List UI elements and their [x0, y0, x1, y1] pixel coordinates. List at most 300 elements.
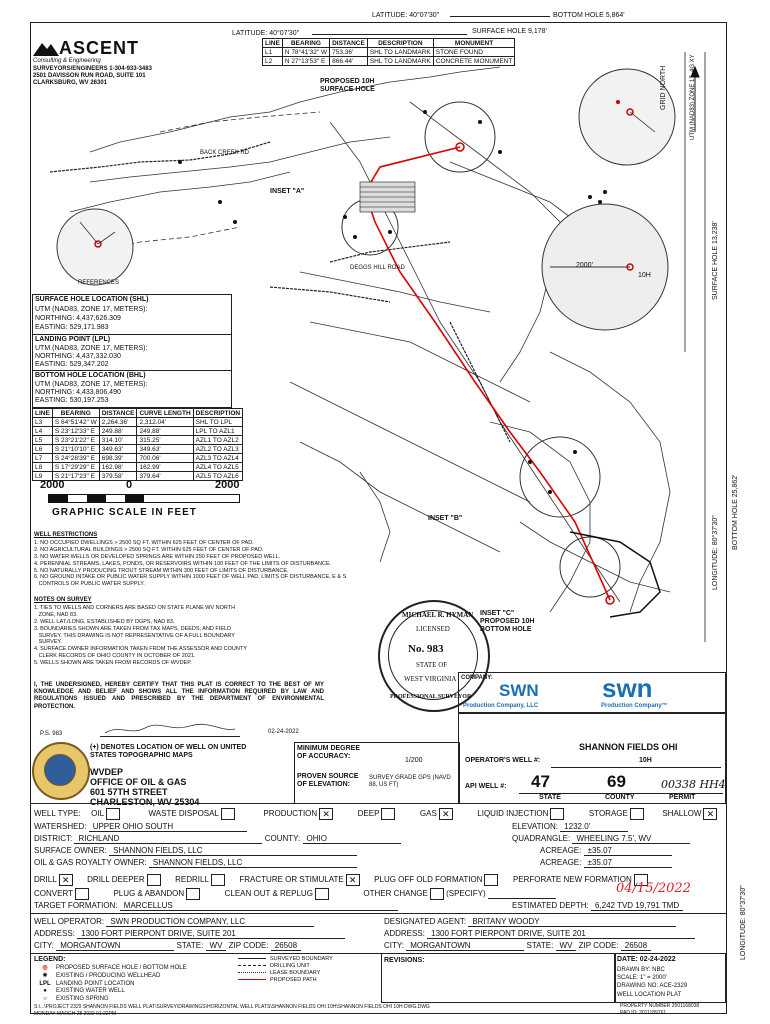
surface-hole-right: SURFACE HOLE 13,238': [712, 221, 719, 300]
scale-bar: [48, 494, 240, 503]
notes-list: [34, 605, 304, 667]
well-name: SHANNON FIELDS OHI: [579, 742, 678, 752]
parcel-boundary: [290, 382, 530, 502]
target-value: MARCELLUS: [120, 901, 398, 911]
legend-line-item: [238, 963, 378, 970]
table-cell: 698.39': [99, 454, 137, 463]
company-box-label: COMPANY:: [461, 675, 493, 681]
wv-state-seal: [32, 742, 90, 800]
fracture-label: FRACTURE OR STIMULATE: [239, 875, 344, 885]
legend-line-swatch: [238, 965, 266, 966]
references-label: REFERENCES: [78, 280, 120, 286]
tb-scale: SCALE: 1" = 2000': [617, 975, 667, 981]
lpl-l2: NORTHING: 4,437,332.030: [35, 353, 121, 360]
bt-h4: MONUMENT: [433, 39, 515, 48]
zip-label-1: ZIP CODE:: [228, 941, 269, 950]
lpl-title: LANDING POINT (LPL): [35, 336, 111, 343]
company-line1: SURVEYORS/ENGINEERS 1-304-933-3483: [33, 66, 152, 72]
surface-owner-value: SHANNON FIELDS, LLC: [109, 846, 357, 856]
county-value: OHIO: [303, 834, 401, 844]
operator-well-label: OPERATOR'S WELL #:: [465, 757, 541, 764]
title-block: [614, 953, 726, 1003]
grid-north-sub: UTM (NAD83) ZONE 17, 4G XY: [690, 54, 696, 140]
min-acc-label: MINIMUM DEGREE OF ACCURACY:: [297, 745, 360, 760]
district-label: DISTRICT:: [34, 834, 73, 843]
drill-deeper-checkbox[interactable]: [147, 874, 161, 886]
company-box: [458, 672, 726, 714]
legend-line-swatch: [238, 972, 266, 973]
api-permit-label: PERMIT: [669, 794, 696, 801]
lpl-l3: EASTING: 529,347.202: [35, 361, 109, 368]
table-cell: 249.88': [99, 427, 137, 436]
legend-item-label: LANDING POINT LOCATION: [56, 980, 135, 987]
wvdep-city: CHARLESTON, WV 25304: [90, 797, 200, 807]
parcel-boundary: [90, 137, 390, 182]
table-cell: L7: [33, 454, 53, 463]
seal-wv: WEST VIRGINIA: [404, 675, 457, 683]
stamp-date: 04/15/2022: [616, 881, 691, 896]
bottom-hole-right: BOTTOM HOLE 25,862': [732, 474, 739, 550]
swn-logo-2: swn: [602, 673, 653, 703]
state-label-1: STATE:: [176, 941, 204, 950]
table-row: [33, 463, 243, 472]
restriction-item: 1. NO OCCUPIED DWELLINGS > 2500 SQ FT. WITHIN 625 FEET OF CENTER OF PAD.: [34, 540, 254, 546]
zip-value-1: 26508: [271, 941, 301, 951]
other-change-checkbox[interactable]: [430, 888, 444, 900]
table-row: [33, 454, 243, 463]
acreage-row-2: [540, 858, 672, 868]
table-cell: AZL3 TO AZL4: [193, 454, 242, 463]
drill-checkbox[interactable]: ✕: [59, 874, 73, 886]
bt-h2: DISTANCE: [330, 39, 368, 48]
note-item: 4. SURFACE OWNER INFORMATION TAKEN FROM THE ASSESSOR AND COUNTY: [34, 646, 247, 653]
zip-label-2: ZIP CODE:: [578, 941, 619, 950]
accuracy-box: [294, 742, 460, 804]
bhl-l2: NORTHING: 4,433,806.490: [35, 389, 121, 396]
table-row: [33, 418, 243, 427]
parcel-boundary: [310, 322, 530, 402]
legend-line-item: [238, 970, 378, 977]
oil-label: OIL: [91, 809, 105, 819]
timestamp: MONDAY MARCH 28 2022 01:22PM: [34, 1011, 117, 1017]
other-change-label: OTHER CHANGE: [363, 889, 428, 899]
file-path: S:\...\PROJECT 2329 SHANNON FIELDS WELL PLAT\SURVEY\DRAWINGS\HORIZONTAL WELL PLATS\SHANNON FIELDS OHI 10H\SHANNON FIELDS OHI 10H DWG.DWG: [34, 1004, 430, 1010]
district-row: [34, 834, 401, 844]
table-cell: 349.63': [137, 445, 193, 454]
bt-cell: 866.44': [330, 57, 368, 66]
bt-cell: L2: [263, 57, 283, 66]
agent-label: DESIGNATED AGENT:: [384, 917, 467, 926]
legend-line-label: DRILLING UNIT: [270, 963, 310, 970]
legend-symbol-icon: ○: [43, 996, 47, 1003]
table-row: [33, 436, 243, 445]
note-item: 3. BOUNDARIES SHOWN ARE TAKEN FROM TAX MAPS, DEEDS, AND FIELD: [34, 625, 232, 632]
shl-l2: NORTHING: 4,437,626.309: [35, 315, 121, 322]
company-line3: CLARKSBURG, WV 26301: [33, 80, 108, 86]
table-cell: S 23°12'33" E: [52, 427, 99, 436]
quad-value: WHEELING 7.5', WV: [572, 834, 690, 844]
restriction-item: 2. NO AGRICULTURAL BUILDINGS > 2500 SQ FT. WITHIN 625 FEET OF CENTER OF PAD.: [34, 546, 264, 553]
table-cell: 162.98': [99, 463, 137, 472]
fracture-checkbox[interactable]: ✕: [346, 874, 360, 886]
convert-row: [34, 888, 556, 900]
county-label: COUNTY:: [264, 834, 301, 843]
seal-name: MICHAEL R. HYMAN: [402, 611, 474, 619]
swn-logo-1-sub: Production Company, LLC: [463, 703, 539, 709]
legend-line-label: PROPOSED PATH: [270, 977, 317, 984]
scale-left: 2000: [40, 479, 65, 491]
watershed-row: [34, 822, 247, 832]
legend-note: (+) DENOTES LOCATION OF WELL ON UNITED STATES TOPOGRAPHIC MAPS: [90, 744, 247, 759]
table-row: [33, 427, 243, 436]
address-row-1: [34, 929, 345, 939]
address-row-2: [384, 929, 695, 939]
table-cell: S 24°28'39" E: [52, 454, 99, 463]
restriction-item: 3. NO WATER WELLS OR DEVELOPED SPRINGS ARE WITHIN 250 FEET OF PROPOSED WELL.: [34, 553, 281, 560]
latitude-top-arrow: [450, 16, 550, 17]
tb-plat: WELL LOCATION PLAT: [617, 992, 682, 998]
operator-label: WELL OPERATOR:: [34, 917, 105, 926]
parcel-boundary: [360, 472, 390, 562]
legend-symbol-icon: ◎: [42, 965, 48, 971]
table-cell: L6: [33, 445, 53, 454]
cert-date: 02-24-2022: [268, 729, 299, 735]
scale-mid: 0: [126, 479, 133, 491]
target-label: TARGET FORMATION:: [34, 901, 118, 910]
form-divider: [30, 803, 726, 804]
api-permit: 00338 HH4: [661, 778, 726, 791]
logo-tagline: Consulting & Engineering: [33, 58, 101, 64]
scale-right: 2000: [215, 479, 240, 491]
api-state: 47: [531, 772, 550, 791]
legend-item: [34, 988, 284, 996]
bt-h1: BEARING: [282, 39, 329, 48]
elevation-row: [512, 822, 628, 832]
elevation-label: ELEVATION:: [512, 822, 558, 831]
road: [270, 287, 390, 302]
royalty-row: [34, 858, 357, 868]
operator-value: SWN PRODUCTION COMPANY, LLC: [106, 917, 314, 927]
tb-drawn: DRAWN BY: NBC: [617, 967, 665, 973]
inset-b-label: INSET "B": [428, 515, 463, 522]
state-value-1: WV: [206, 941, 227, 951]
ps-number: P.S. 983: [40, 731, 63, 737]
longitude-side: LONGITUDE: 80°37'30": [740, 885, 747, 960]
parcel-boundary: [300, 442, 500, 552]
restriction-item: 5. NO NATURALLY PRODUCING TROUT STREAM WITHIN 300 FEET OF LIMITS OF DISTURBANCE.: [34, 567, 289, 574]
legend-symbol-icon: LPL: [39, 980, 51, 987]
swn-logo-2-sub: Production Company™: [601, 703, 668, 709]
pad-id: PAD ID: 3011189761: [620, 1010, 667, 1016]
parcel-boundary: [520, 522, 670, 592]
note-item: ZONE, NAD 83.: [34, 611, 78, 618]
gas-checkbox[interactable]: ✕: [439, 808, 453, 820]
liquid-label: LIQUID INJECTION: [477, 809, 549, 819]
inset-circle-left: [57, 209, 133, 285]
shl-title: SURFACE HOLE LOCATION (SHL): [35, 296, 149, 303]
note-item: SURVEY.: [34, 639, 62, 646]
logo-text: ASCENT: [59, 38, 140, 58]
well-type-label: WELL TYPE:: [34, 809, 81, 819]
note-item: CLERK RECORDS OF OHIO COUNTY IN OCTOBER OF 2021.: [34, 653, 196, 660]
acreage-label-1: ACREAGE:: [540, 846, 582, 855]
shallow-label: SHALLOW: [662, 809, 702, 819]
quad-label: QUADRANGLE:: [512, 834, 571, 843]
production-label: PRODUCTION: [263, 809, 318, 819]
certification-text: I, THE UNDERSIGNED, HEREBY CERTIFY THAT THIS PLAT IS CORRECT TO THE BEST OF MY KNOWLEDGE AND BELIEF AND SHOWS ALL THE INFORMATION REQUIRED BY LAW AND REGULATIONS ISSUED AND PRESCRIBED BY THE DEPARTMENT OF ENVIRONMENTAL PROTECTION.: [34, 682, 324, 710]
city-row-2: [384, 941, 651, 951]
table-cell: AZL5 TO AZL6: [193, 472, 242, 481]
wvdep-address: 601 57TH STREET: [90, 787, 168, 797]
table-cell: L9: [33, 472, 53, 481]
api-county: 69: [607, 772, 626, 791]
waste-label: WASTE DISPOSAL: [148, 809, 219, 819]
state-label-2: STATE:: [526, 941, 554, 950]
api-county-label: COUNTY: [605, 794, 635, 801]
grid-north-label: GRID NORTH: [660, 65, 667, 110]
proposed-bottom-hole-label: INSET "C" PROPOSED 10H BOTTOM HOLE: [480, 610, 535, 634]
table-cell: 349.63': [99, 445, 137, 454]
redrill-label: REDRILL: [175, 875, 209, 885]
liquid-checkbox[interactable]: [550, 808, 564, 820]
legend-line-label: LEASE BOUNDARY: [270, 970, 321, 977]
bottom-hole-top: BOTTOM HOLE 5,864': [553, 12, 625, 19]
api-state-label: STATE: [539, 794, 561, 801]
longitude-right: LONGITUDE: 80°37'30": [712, 515, 719, 590]
legend-title: LEGEND:: [34, 956, 66, 963]
waste-checkbox[interactable]: [221, 808, 235, 820]
table-cell: S 17°29'29" E: [52, 463, 99, 472]
well-id-box: [458, 712, 726, 804]
legend-line-item: [238, 956, 378, 963]
restriction-item: 6. NO GROUND INTAKE OR PUBLIC WATER SUPPLY WITHIN 1000 FEET OF WELL PAD, LIMITS OF DISTURBANCE, E & S: [34, 574, 347, 581]
bt-cell: SHL TO LANDMARK: [367, 48, 433, 57]
inset-a-label: INSET "A": [270, 188, 305, 195]
legend-line-label: SURVEYED BOUNDARY: [270, 956, 333, 962]
seal-state-of: STATE OF: [416, 661, 448, 669]
legend-item-label: EXISTING / PRODUCING WELLHEAD: [56, 972, 161, 979]
legend-item-label: EXISTING SPRING: [56, 996, 109, 1003]
address-value-2: 1300 FORT PIERPONT DRIVE, SUITE 201: [427, 929, 695, 939]
operator-well: 10H: [639, 757, 652, 764]
plug-off-label: PLUG OFF OLD FORMATION: [374, 875, 483, 885]
tb-date: DATE: 02-24-2022: [617, 956, 676, 963]
bt-cell: SHL TO LANDMARK: [367, 57, 433, 66]
production-checkbox[interactable]: ✕: [319, 808, 333, 820]
agent-row: [384, 917, 676, 927]
table-cell: S 21°17'23" E: [52, 472, 99, 481]
convert-checkbox[interactable]: [75, 888, 89, 900]
bhl-l3: EASTING: 530,197.253: [35, 397, 109, 404]
acreage-value-1: ±35.07: [584, 846, 672, 856]
acreage-label-2: ACREAGE:: [540, 858, 582, 867]
address-value-1: 1300 FORT PIERPONT DRIVE, SUITE 201: [77, 929, 345, 939]
seal-ps: PROFESSIONAL SURVEYOR: [390, 694, 472, 700]
storage-checkbox[interactable]: [630, 808, 644, 820]
swn-logo-1: SWN: [499, 681, 539, 700]
surface-hole-circle: [425, 102, 495, 172]
district-value: RICHLAND: [74, 834, 262, 844]
wvdep-label: WVDEP: [90, 767, 124, 777]
city-value-2: MORGANTOWN: [406, 941, 524, 951]
label-10h: 10H: [638, 272, 651, 279]
lt-h4: DESCRIPTION: [193, 409, 242, 418]
well-type-row: [34, 808, 717, 820]
signature: [100, 722, 240, 737]
zip-value-2: 26508: [621, 941, 651, 951]
city-label-1: CITY:: [34, 941, 55, 950]
bt-cell: N 78°41'32" W: [282, 48, 329, 57]
api-label: API WELL #:: [465, 783, 507, 790]
property-number: PROPERTY NUMBER 2501168038: [620, 1003, 700, 1009]
lt-h3: CURVE LENGTH: [137, 409, 193, 418]
scale-2000-label: 2000': [576, 262, 593, 269]
table-cell: 162.99': [137, 463, 193, 472]
seal-no: No. 983: [408, 643, 444, 655]
restrictions-list: [34, 540, 347, 588]
target-row: [34, 901, 398, 911]
perforate-label: PERFORATE NEW FORMATION: [512, 875, 632, 885]
inset-circle-c: [560, 537, 620, 597]
table-cell: L8: [33, 463, 53, 472]
bt-h0: LINE: [263, 39, 283, 48]
operator-row: [34, 917, 314, 927]
gas-label: GAS: [419, 809, 437, 819]
bhl-box: [32, 370, 232, 408]
tb-drawing-no: DRAWING NO: ACE-2329: [617, 983, 688, 989]
company-line2: 2501 DAVISSON RUN ROAD, SUITE 101: [33, 73, 146, 79]
table-cell: L5: [33, 436, 53, 445]
legend-symbol-icon: ✵: [42, 972, 48, 979]
legend-line-item: [238, 977, 378, 984]
plug-abandon-checkbox[interactable]: [186, 888, 200, 900]
table-cell: 379.64': [137, 472, 193, 481]
restrictions-title: WELL RESTRICTIONS: [34, 532, 98, 538]
revisions-box: [381, 953, 616, 1003]
table-cell: 2,312.04': [137, 418, 193, 427]
legend-item-label: EXISTING WATER WELL: [56, 988, 125, 995]
road-label-1: DEGGS HILL ROAD: [350, 265, 405, 271]
parcel-boundary: [70, 172, 290, 212]
drill-deeper-label: DRILL DEEPER: [87, 875, 145, 885]
shl-l3: EASTING: 529,171.983: [35, 324, 109, 331]
shl-l1: UTM (NAD83, ZONE 17, METERS):: [35, 306, 148, 313]
bhl-title: BOTTOM HOLE LOCATION (BHL): [35, 372, 146, 379]
table-row: [33, 445, 243, 454]
deep-label: DEEP: [357, 809, 380, 819]
note-item: SURVEY. THIS DRAWING IS NOT REPRESENTATIVE OF A FULL BOUNDARY: [34, 632, 235, 639]
elevation-value: 1232.0': [560, 822, 628, 832]
est-depth-value: 6,242 TVD 19,791 TMD: [591, 901, 683, 911]
table-cell: L4: [33, 427, 53, 436]
bt-cell: 753.36': [330, 48, 368, 57]
est-depth-label: ESTIMATED DEPTH:: [512, 901, 589, 910]
prov-label: PROVEN SOURCE OF ELEVATION:: [297, 773, 359, 788]
legend-symbol-icon: ●: [43, 988, 47, 995]
surface-owner-label: SURFACE OWNER:: [34, 846, 107, 855]
notes-title: NOTES ON SURVEY: [34, 597, 92, 603]
est-depth-row: [512, 901, 683, 911]
plug-off-checkbox[interactable]: [484, 874, 498, 886]
min-acc: 1/200: [405, 757, 423, 764]
parcel-boundary: [550, 352, 670, 612]
bt-cell: L1: [263, 48, 283, 57]
address-label-1: ADDRESS:: [34, 929, 75, 938]
drill-row: [34, 874, 648, 886]
inset-circle-b: [520, 437, 600, 517]
table-cell: 700.06': [137, 454, 193, 463]
shallow-checkbox[interactable]: ✕: [703, 808, 717, 820]
wvdep-office: OFFICE OF OIL & GAS: [90, 777, 187, 787]
restriction-item: CONTROLS OR PUBLIC WATER SUPPLY.: [34, 581, 145, 588]
seal-licensed: LICENSED: [416, 625, 450, 633]
bt-cell: STONE FOUND: [433, 48, 515, 57]
latitude-inner: LATITUDE: 40°07'30": [232, 30, 300, 37]
lpl-box: [32, 334, 232, 372]
table-cell: 315.25': [137, 436, 193, 445]
lt-h1: BEARING: [52, 409, 99, 418]
drill-label: DRILL: [34, 875, 57, 885]
road: [50, 142, 270, 172]
clean-out-checkbox[interactable]: [315, 888, 329, 900]
note-item: 2. WELL LAT./LONG. ESTABLISHED BY DGPS, NAD 83.: [34, 618, 175, 625]
table-cell: AZL2 TO AZL3: [193, 445, 242, 454]
surface-owner-row: [34, 846, 357, 856]
redrill-checkbox[interactable]: [211, 874, 225, 886]
table-cell: 379.58': [99, 472, 137, 481]
city-value-1: MORGANTOWN: [56, 941, 174, 951]
latitude-top: LATITUDE: 40°07'30": [372, 12, 440, 19]
surface-hole-top: SURFACE HOLE 9,178': [472, 28, 547, 35]
legend-item-label: PROPOSED SURFACE HOLE / BOTTOM HOLE: [56, 965, 187, 971]
deep-checkbox[interactable]: [381, 808, 395, 820]
table-cell: S 64°51'42" W: [52, 418, 99, 427]
lpl-l1: UTM (NAD83, ZONE 17, METERS):: [35, 345, 148, 352]
agent-value: BRITANY WOODY: [468, 917, 676, 927]
table-cell: S 23°21'22" E: [52, 436, 99, 445]
parcel-boundary: [410, 102, 560, 382]
acreage-value-2: ±35.07: [584, 858, 672, 868]
prov: SURVEY GRADE GPS (NAVD 88, US FT): [369, 775, 451, 789]
road-label-2: BACK CREEK RD: [200, 150, 250, 156]
restriction-item: 4. PERENNIAL STREAMS, LAKES, PONDS, OR RESERVOIRS WITHIN 100 FEET OF THE LIMITS OF DISTURBANCE.: [34, 560, 332, 567]
oil-checkbox[interactable]: [106, 808, 120, 820]
table-cell: 2,264.36': [99, 418, 137, 427]
note-item: 1. TIES TO WELLS AND CORNERS ARE BASED ON STATE PLANE WV NORTH: [34, 605, 236, 611]
proposed-surface-hole-label: PROPOSED 10H SURFACE HOLE: [320, 78, 375, 94]
note-item: 5. WELLS SHOWN ARE TAKEN FROM RECORDS OF WVDEP.: [34, 660, 192, 666]
city-row-1: [34, 941, 301, 951]
acreage-row-1: [540, 846, 672, 856]
table-cell: 249.88': [137, 427, 193, 436]
shl-box: [32, 294, 232, 336]
legend-item: [34, 996, 284, 1004]
lt-h0: LINE: [33, 409, 53, 418]
bt-cell: N 27°13'53" E: [282, 57, 329, 66]
table-cell: 314.10': [99, 436, 137, 445]
quad-row: [512, 834, 690, 844]
clean-out-label: CLEAN OUT & REPLUG: [224, 889, 313, 899]
convert-label: CONVERT: [34, 889, 73, 899]
scale-label: GRAPHIC SCALE IN FEET: [52, 507, 197, 518]
bt-cell: CONCRETE MONUMENT: [433, 57, 515, 66]
city-label-2: CITY:: [384, 941, 405, 950]
plug-abandon-label: PLUG & ABANDON: [113, 889, 185, 899]
state-value-2: WV: [556, 941, 577, 951]
legend-line-swatch: [238, 958, 266, 959]
well-pad: [360, 182, 415, 212]
specify-label: (SPECIFY): [446, 889, 486, 899]
